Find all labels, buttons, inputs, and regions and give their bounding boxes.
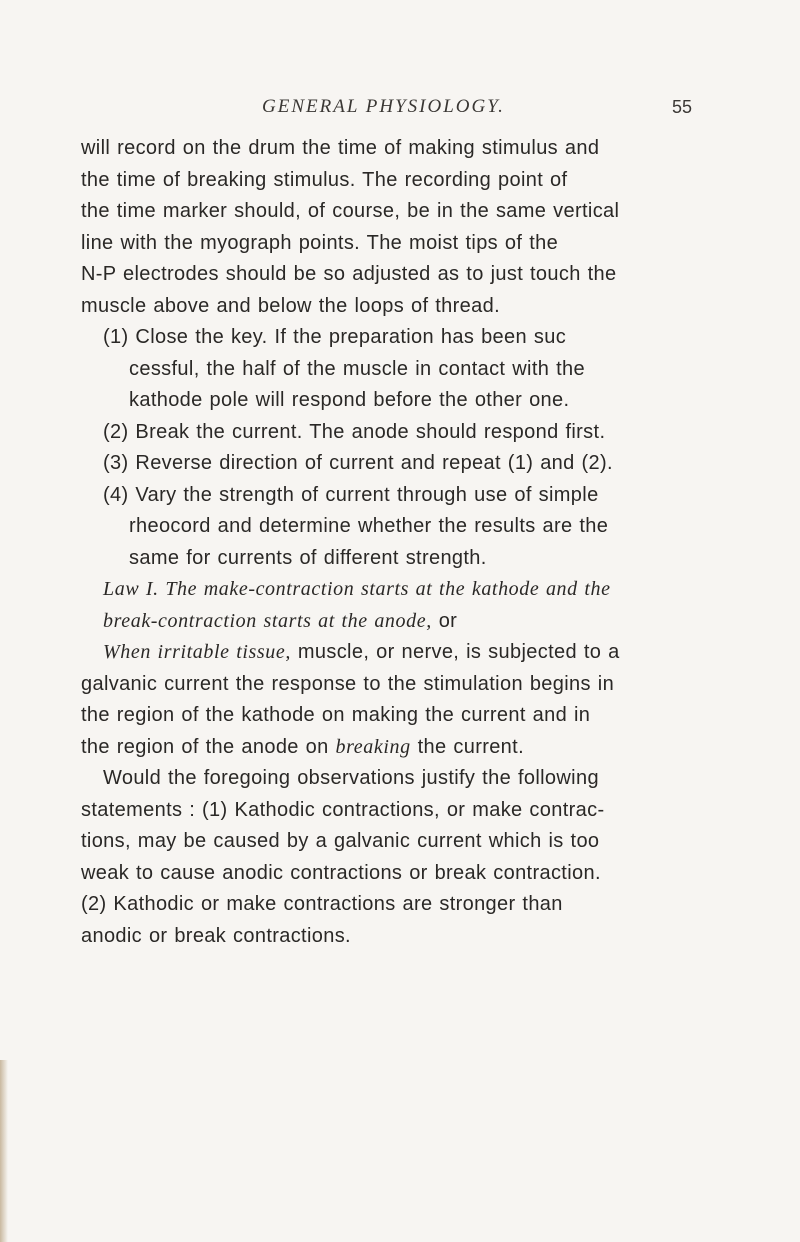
text-line: N-P electrodes should be so adjusted as to just touch the: [81, 263, 617, 285]
step-1-continuation: kathode pole will respond before the other one.: [129, 389, 570, 411]
step-4-line: (4) Vary the strength of current through use of simple: [103, 483, 599, 506]
question-line: Would the foregoing observations justify the following: [103, 767, 599, 789]
running-title: GENERAL PHYSIOLOGY.: [262, 96, 505, 117]
text-line: [81, 732, 701, 764]
text-line: (2) Kathodic or make contractions are stronger than: [81, 893, 563, 915]
law-statement: Law I. The make-contraction starts at the kathode and the: [103, 578, 611, 600]
step-4-continuation: rheocord and determine whether the results are the: [129, 515, 609, 537]
step-1-continuation: cessful, the half of the muscle in contact with the: [129, 357, 585, 380]
text-line: the region of the kathode on making the current and in: [81, 704, 591, 726]
law-restatement-italic: When irritable tissue,: [103, 641, 291, 663]
step-2-line: (2) Break the current. The anode should respond first.: [103, 420, 606, 443]
text-line: line with the myograph points. The moist tips of the: [81, 231, 559, 254]
text-line: will record on the drum the time of making stimulus and: [81, 137, 600, 159]
step-4-continuation: same for currents of different strength.: [129, 546, 487, 569]
law-heading-line: [81, 574, 701, 606]
text-line: galvanic current the response to the stimulation begins in: [81, 672, 615, 695]
text-line: statements : (1) Kathodic contractions, or make contrac-: [81, 798, 605, 821]
text-fragment: the region of the anode on: [81, 735, 336, 758]
page-number: 55: [672, 97, 693, 117]
emphasis-breaking: breaking: [335, 735, 411, 758]
law-restatement-text: muscle, or nerve, is subjected to a: [290, 641, 620, 663]
step-1-line: (1) Close the key. If the preparation has been suc: [103, 326, 567, 348]
law-connector: or: [431, 609, 458, 632]
text-line: tions, may be caused by a galvanic current which is too: [81, 830, 600, 852]
law-restatement-line: [81, 637, 701, 669]
text-line: anodic or break contractions.: [81, 924, 351, 947]
page-edge-shadow: [0, 1060, 8, 1242]
running-head: [0, 96, 800, 124]
law-statement-line: [81, 606, 701, 638]
text-line: the time of breaking stimulus. The recording point of: [81, 168, 568, 191]
text-line: muscle above and below the loops of thread.: [81, 294, 500, 317]
text-line: the time marker should, of course, be in the same vertical: [81, 200, 620, 222]
text-fragment: the current.: [410, 735, 524, 758]
step-3-line: (3) Reverse direction of current and repeat (1) and (2).: [103, 452, 613, 474]
law-statement-continuation: break-contraction starts at the anode,: [103, 609, 432, 632]
text-line: weak to cause anodic contractions or break contraction.: [81, 861, 601, 884]
body-text: [81, 133, 701, 952]
